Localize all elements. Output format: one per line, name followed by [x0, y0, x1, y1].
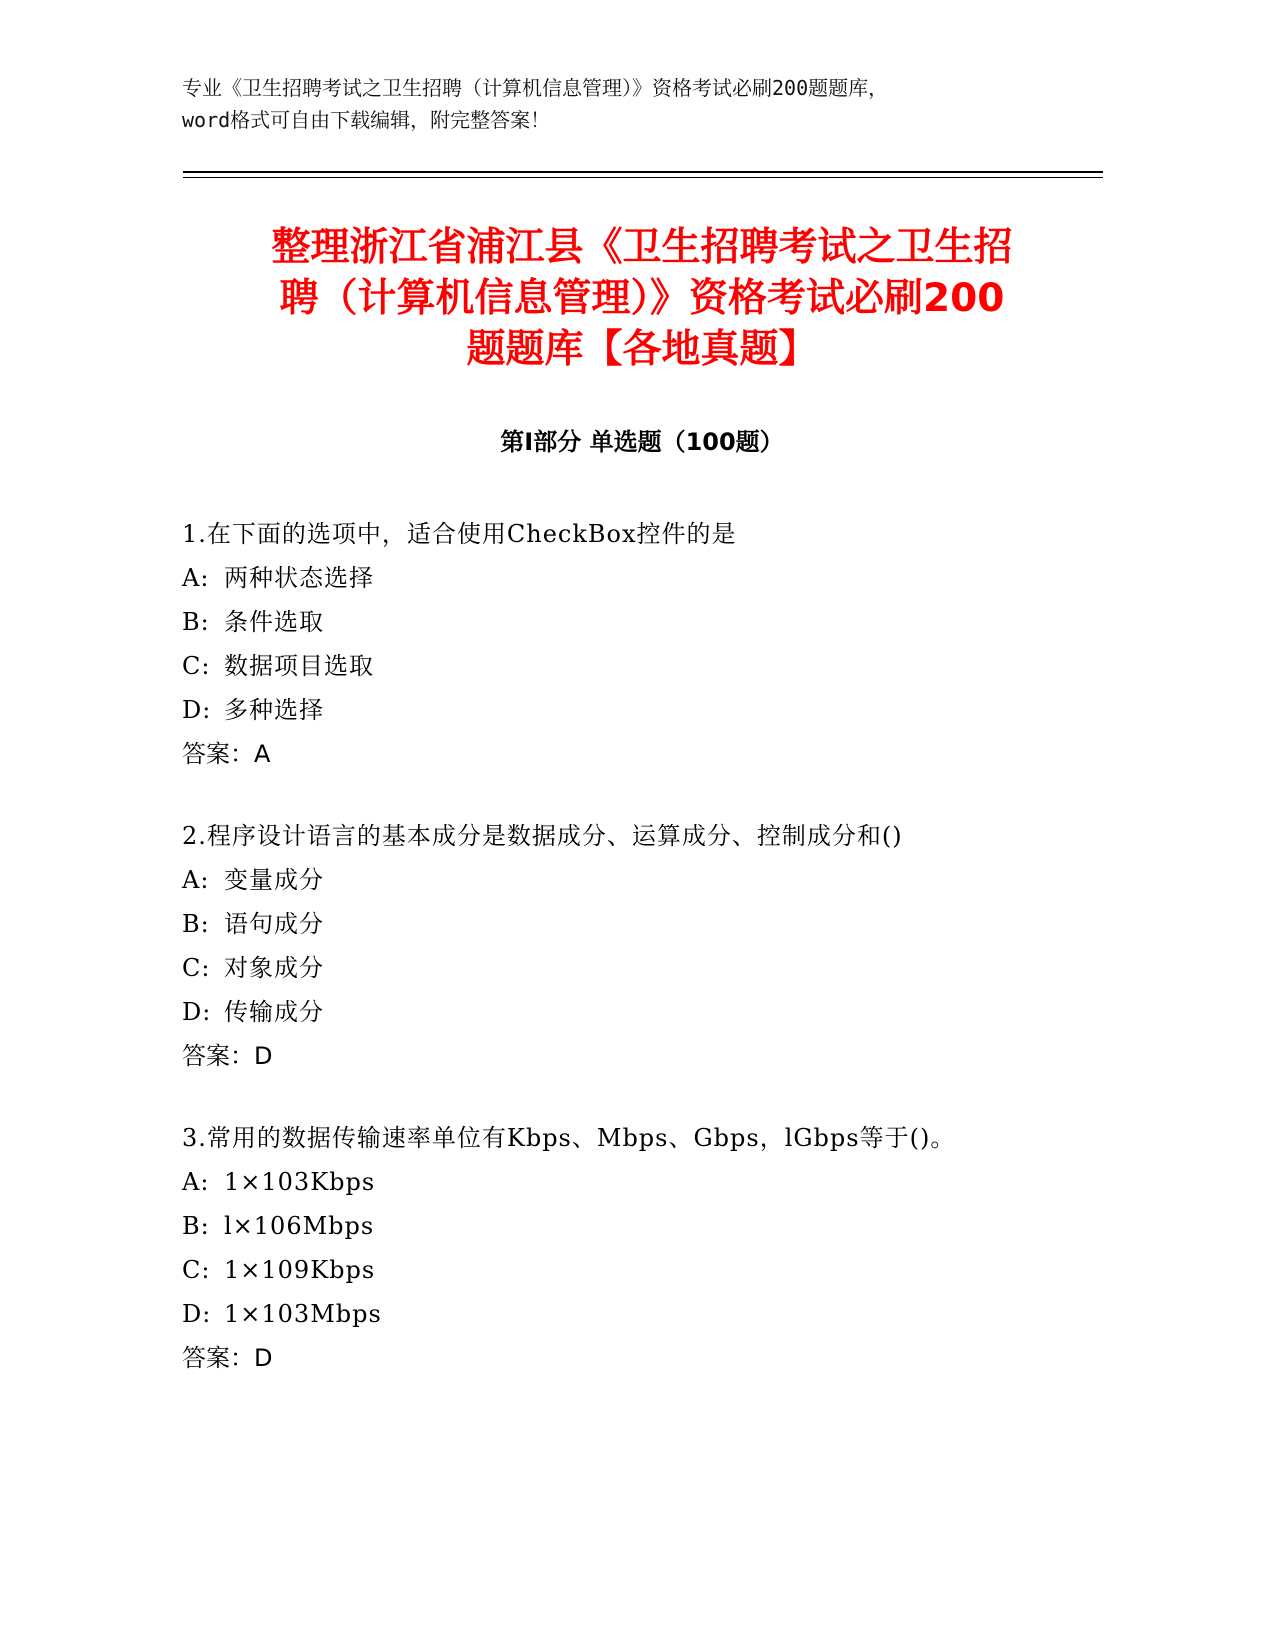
- header-divider-thin: [183, 177, 1103, 178]
- section-heading: 第Ⅰ部分 单选题（100题）: [500, 428, 784, 456]
- option-label: C:: [182, 652, 211, 680]
- option-c: [182, 1248, 1102, 1292]
- option-b: [182, 902, 1102, 946]
- option-a: [182, 556, 1102, 600]
- option-text: 对象成分: [224, 954, 324, 982]
- option-text: 条件选取: [224, 608, 324, 636]
- option-a: [182, 858, 1102, 902]
- question-1: [182, 512, 1102, 776]
- option-text: 两种状态选择: [224, 564, 374, 592]
- option-label: D:: [182, 696, 212, 724]
- option-a: [182, 1160, 1102, 1204]
- document-title: [182, 222, 1102, 375]
- option-label: B:: [182, 910, 210, 938]
- option-c: [182, 946, 1102, 990]
- question-3: [182, 1116, 1102, 1380]
- option-b: [182, 600, 1102, 644]
- option-label: C:: [182, 1256, 211, 1284]
- answer-value: D: [254, 1042, 273, 1070]
- option-text: 1×103Mbps: [224, 1300, 382, 1328]
- option-d: [182, 688, 1102, 732]
- answer-value: D: [254, 1344, 273, 1372]
- option-text: 变量成分: [224, 866, 324, 894]
- option-text: 1×103Kbps: [224, 1168, 376, 1196]
- option-d: [182, 1292, 1102, 1336]
- question-2: [182, 814, 1102, 1078]
- option-text: 语句成分: [224, 910, 324, 938]
- option-text: 数据项目选取: [224, 652, 374, 680]
- option-label: D:: [182, 998, 212, 1026]
- option-text: 1×109Kbps: [224, 1256, 376, 1284]
- answer-prefix: 答案：: [182, 1042, 254, 1070]
- header-divider-thick: [183, 171, 1103, 173]
- option-text: l×106Mbps: [224, 1212, 375, 1240]
- option-label: B:: [182, 1212, 210, 1240]
- option-label: A:: [182, 564, 210, 592]
- option-label: B:: [182, 608, 210, 636]
- option-text: 传输成分: [224, 998, 324, 1026]
- option-label: A:: [182, 1168, 210, 1196]
- answer-line: [182, 1336, 1102, 1380]
- question-stem: 3.常用的数据传输速率单位有Kbps、Mbps、Gbps，lGbps等于()。: [182, 1124, 956, 1152]
- document-header: [182, 72, 1102, 136]
- answer-line: [182, 1034, 1102, 1078]
- option-label: D:: [182, 1300, 212, 1328]
- question-list: [182, 512, 1102, 1418]
- question-stem: 2.程序设计语言的基本成分是数据成分、运算成分、控制成分和(): [182, 822, 903, 850]
- title-line-1: 整理浙江省浦江县《卫生招聘考试之卫生招: [271, 225, 1013, 270]
- option-text: 多种选择: [224, 696, 324, 724]
- option-d: [182, 990, 1102, 1034]
- title-line-2: 聘（计算机信息管理）》资格考试必刷200: [279, 276, 1005, 321]
- answer-prefix: 答案：: [182, 740, 254, 768]
- header-line-1: 专业《卫生招聘考试之卫生招聘（计算机信息管理）》资格考试必刷200题题库，: [182, 76, 889, 100]
- option-b: [182, 1204, 1102, 1248]
- title-line-3: 题题库【各地真题】: [466, 327, 818, 372]
- option-c: [182, 644, 1102, 688]
- header-line-2: word格式可自由下载编辑，附完整答案！: [182, 108, 551, 132]
- answer-value: A: [254, 740, 271, 768]
- question-stem: 1.在下面的选项中，适合使用CheckBox控件的是: [182, 520, 737, 548]
- answer-prefix: 答案：: [182, 1344, 254, 1372]
- answer-line: [182, 732, 1102, 776]
- option-label: A:: [182, 866, 210, 894]
- option-label: C:: [182, 954, 211, 982]
